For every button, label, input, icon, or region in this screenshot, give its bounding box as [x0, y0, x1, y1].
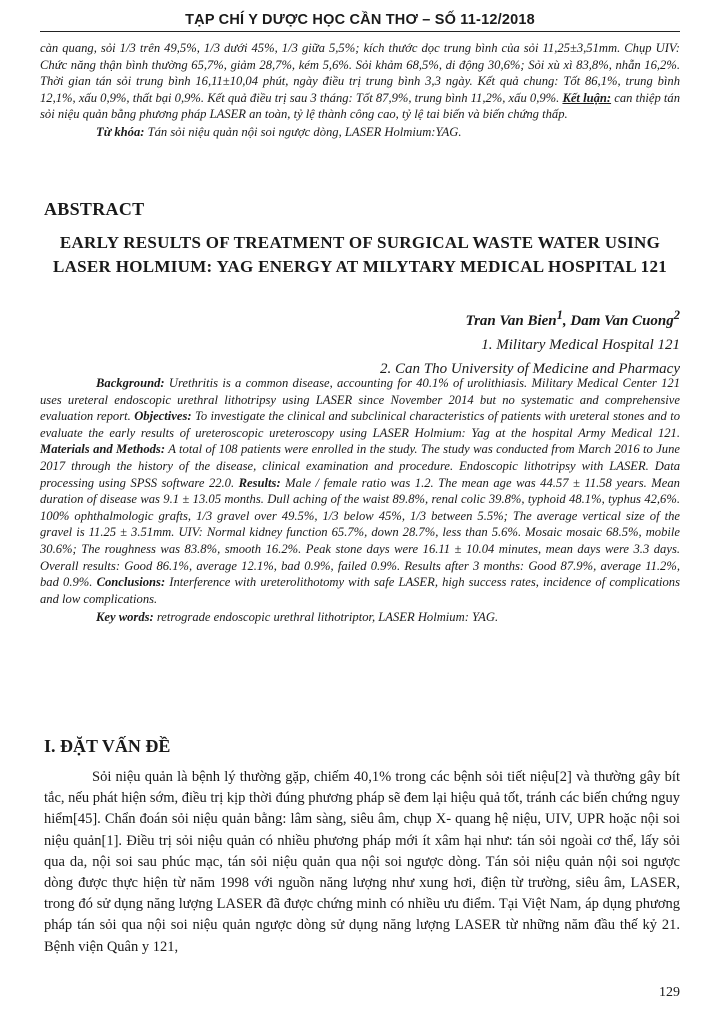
background-text: Urethritis is a common disease, accounting for 40.1% of urolithiasis. Military Medical Center 121 uses ureteral endoscopic urethral lithotripsy using LASER since November 2014 but no systematic and comprehensive evaluation report. [40, 376, 680, 424]
abstract-heading: ABSTRACT [44, 199, 145, 219]
author-2-sup: 2 [673, 308, 680, 322]
methods-text: A total of 108 patients were enrolled in the study. The study was conducted from March 2016 to June 2017 through the history of the disease, clinical examination and procedure. Endoscopic lithotripsy with LASER. Data processing using SPSS software 22.0. [40, 442, 680, 490]
vietnamese-keywords [40, 124, 680, 141]
author-separator: , [562, 313, 571, 329]
keywords-label: Từ khóa: [96, 124, 145, 139]
results-text: Male / female ratio was 1.2. The mean age was 44.57 ± 11.58 years. Mean duration of disease was 9.1 ± 13.05 months. Dull aching of the waist 89.8%, renal colic 39.8%, typhoid 48.1%, typhus 42,6%. 100% ophthalmologic grafts, 1/3 gravel over 49.5%, 1/3 below 45%, 1/3 between 5.5%; The average vertical size of the gravel is 11.25 ± 3.51mm. UIV: Normal kidney function 65.7%, down 28.7%, less than 5.6%. Mosaic mosaic 68.5%, mobile 30.6%; The roughness was 83.8%, smooth 16.2%. Peak stone days were 16.11 ± 10.04 minutes, mean days were 3.3 days. Overall results: Good 86.1%, average 12.1%, bad 0.9%, failed 0.9%. Results after 3 months: Good 87.9%, average 11.2%, bad 0.9%. [40, 475, 680, 590]
introduction-paragraph: Sỏi niệu quản là bệnh lý thường gặp, chiếm 40,1% trong các bệnh sỏi tiết niệu[2] và thường gây bít tắc, nếu phát hiện sớm, điều trị kịp thời đúng phương pháp sẽ đem lại hiệu quả tốt, tránh các biến chứng nguy hiểm[45]. Chẩn đoán sỏi niệu quản bằng: lâm sàng, siêu âm, chụp X- quang hệ niệu, UIV, UPR hoặc nội soi niệu quản[1]. Điều trị sỏi niệu quản có nhiều phương pháp mới ít xâm hại như: tán sỏi ngoài cơ thể, lấy sỏi qua da, nội soi sau phúc mạc, tán sỏi niệu quản qua nội soi ngược dòng. Tán sỏi niệu quản nội soi ngược dòng được thực hiện từ năm 1998 với nguồn năng lượng như xung hơi, điện từ trường, siêu âm, LASER, trong đó sử dụng năng lượng LASER đã được chứng minh có nhiều ưu điểm. Tại Việt Nam, áp dụng phương pháp tán sỏi qua nội soi niệu quản ngược dòng sử dụng năng lượng LASER từ những năm đầu thế kỷ 21. Bệnh viện Quân y 121, [44, 769, 680, 955]
author-2: Dam Van Cuong [570, 313, 674, 329]
conclusion-label: Kết luận: [562, 90, 612, 105]
summary-results-text: càn quang, sỏi 1/3 trên 49,5%, 1/3 dưới 45%, 1/3 giữa 5,5%; kích thước dọc trung bình của sỏi 11,25±3,51mm. Chụp UIV: Chức năng thận bình thường 65,7%, giảm 28,7%, kém 5,6%. Sỏi khảm 68,5%, di động 30,6%; Sỏi xù xì 83,8%, nhẵn 16,2%. Thời gian tán sỏi trung bình 16,11±10,04 phút, ngày điều trị trung bình 3,3 ngày. Kết quả chung: Tốt 86,1%, trung bình 12,1%, xấu 0,9%, thất bại 0,9%. Kết quả điều trị sau 3 tháng: Tốt 87,9%, trung bình 11,2%, xấu 0,9%. [40, 41, 680, 105]
author-names [380, 303, 680, 333]
author-1-sup: 1 [556, 308, 563, 322]
journal-header: TẠP CHÍ Y DƯỢC HỌC CẦN THƠ – SỐ 11-12/2018 [40, 12, 680, 32]
section-heading: I. ĐẶT VẤN ĐỀ [44, 736, 171, 756]
abstract-paragraph [40, 375, 680, 607]
objectives-text: To investigate the clinical and subclinical characteristics of patients with ureteral stones and to evaluate the early results of ureteroscopic ureteroscopy using LASER Holmium: Yag at the hospital Army Medical 121. [40, 409, 680, 440]
vietnamese-summary-paragraph [40, 40, 680, 123]
affiliation-1: 1. Military Medical Hospital 121 [481, 337, 680, 353]
methods-label: Materials and Methods: [40, 442, 166, 457]
background-label: Background: [96, 376, 165, 390]
results-label: Results: [238, 475, 281, 490]
english-abstract [40, 375, 680, 626]
author-1: Tran Van Bien [465, 313, 557, 329]
vietnamese-summary [40, 40, 680, 141]
conclusions-label: Conclusions: [96, 575, 166, 590]
authors-block [380, 303, 680, 381]
conclusion-text: can thiệp tán sỏi niệu quản bằng phương pháp LASER an toàn, tỷ lệ thành công cao, tỷ lệ tai biến và biến chứng thấp. [40, 90, 680, 122]
objectives-label: Objectives: [134, 409, 192, 424]
keywords-text: Tán sỏi niệu quản nội soi ngược dòng, LASER Holmium:YAG. [144, 124, 462, 139]
affiliation-2: 2. Can Tho University of Medicine and Pharmacy [380, 361, 680, 377]
page-number: 129 [659, 985, 680, 1000]
conclusions-text: Interference with ureterolithotomy with safe LASER, high success rates, incidence of complications and low complications. [40, 575, 680, 606]
english-title: EARLY RESULTS OF TREATMENT OF SURGICAL WASTE WATER USING LASER HOLMIUM: YAG ENERGY AT MILYTARY MEDICAL HOSPITAL 121 [52, 233, 668, 276]
key-words-text: retrograde endoscopic urethral lithotriptor, LASER Holmium: YAG. [153, 610, 499, 625]
key-words-label: Key words: [96, 610, 154, 625]
english-keywords [40, 609, 680, 626]
